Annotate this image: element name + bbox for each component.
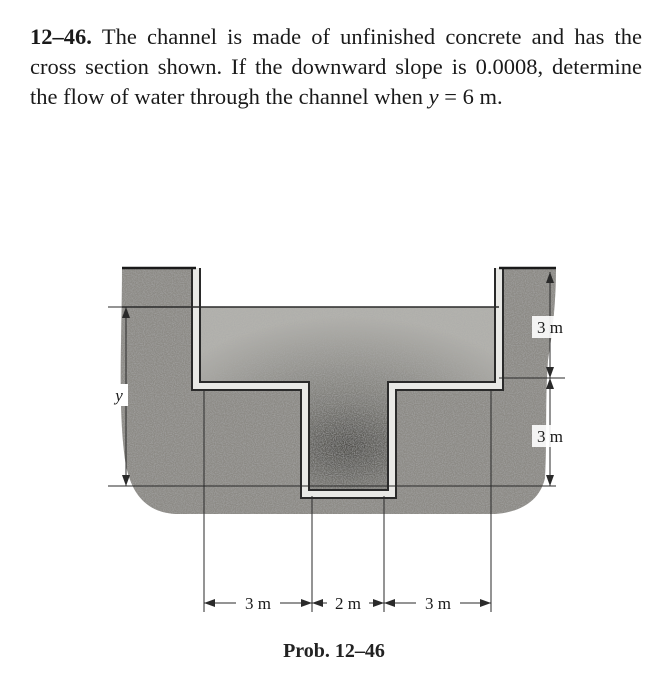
right-bottom-dim-label: 3 m [537,427,563,446]
right-arrow-bottom [546,475,554,486]
bottom-arrow-4 [480,599,491,607]
bottom-right-dim-label: 3 m [425,594,451,613]
problem-variable: y [428,84,439,109]
bottom-arrow-2l [301,599,312,607]
bottom-left-dim-label: 3 m [245,594,271,613]
bottom-arrow-1 [204,599,215,607]
problem-text-end: = 6 m. [438,84,503,109]
bottom-arrow-3r [384,599,395,607]
problem-text: The channel is made of unfinished concrete and has the cross section shown. If the downward slope is 0.0008, determine the flow of water through the channel when [30,24,642,109]
figure-caption: Prob. 12–46 [283,640,385,662]
right-arrow-mid-down [546,378,554,389]
right-top-dim-label: 3 m [537,318,563,337]
y-arrow-bottom [122,475,130,486]
problem-number: 12–46. [30,24,92,49]
y-label: y [115,386,123,405]
bottom-arrow-2r [312,599,323,607]
bottom-middle-dim-label: 2 m [335,594,361,613]
bottom-arrow-3l [373,599,384,607]
